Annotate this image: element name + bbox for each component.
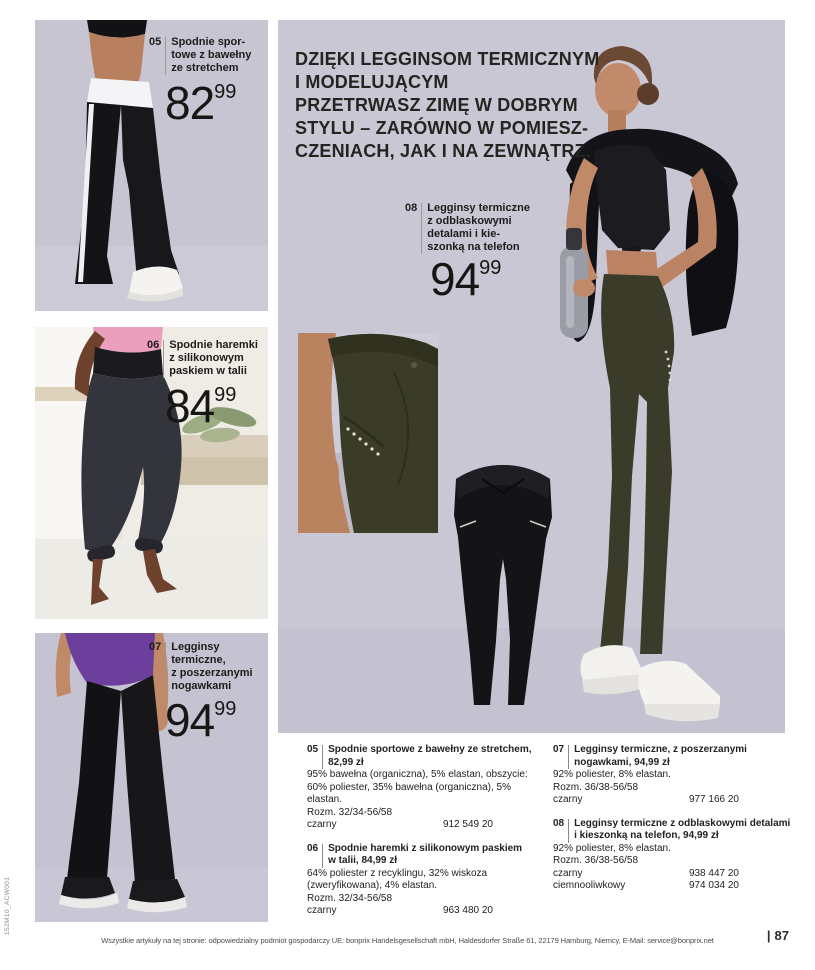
variant-row: czarny 977 166 20: [553, 794, 739, 805]
variant-row: ciemnooliwkowy 974 034 20: [553, 880, 739, 891]
details-column-right: [553, 744, 803, 904]
variant-row: czarny 938 447 20: [553, 867, 739, 879]
product-price-05: $82^{99}$: [165, 77, 237, 129]
product-caption-06: 06 Spodnie haremki z silikonowym paskiem w talii: [147, 339, 258, 377]
product-price-06: $84^{99}$: [165, 380, 237, 432]
caption-divider: [165, 37, 166, 75]
product-photo-07: [35, 633, 268, 922]
detail-item-07: 07 Legginsy termiczne, z poszerzanymi nogawkami, 94,99 zł 92% poliester, 8% elastan. Rozm. 36/38-56/58 czarny 977 166 20: [553, 744, 747, 805]
product-caption-08: 08 Legginsy termiczne z odblaskowymi detalami i kie- szonką na telefon: [405, 202, 530, 253]
leggings-closeup-photo: [298, 333, 438, 533]
hero-photo: [278, 20, 785, 733]
caption-divider: [421, 203, 422, 254]
leggings-product-photo: [450, 457, 556, 712]
details-column-left: [307, 744, 551, 929]
legal-footer: Wszystkie artykuły na tej stronie: odpowiedzialny podmiot gospodarczy UE: bonprix Handelsgesellschaft mbH, Haldesdorfer Straße 61, 22179 Hamburg, Niemcy, E-Mail: service@bonprix.net: [101, 936, 714, 945]
product-photo-05: [35, 20, 268, 311]
page-number: | 87: [766, 928, 789, 943]
caption-divider: [165, 642, 166, 693]
leggings-closeup-image: [298, 333, 438, 533]
variant-row: czarny 963 480 20: [307, 905, 493, 916]
caption-divider: [568, 819, 569, 843]
product-photo-06: [35, 327, 268, 619]
caption-divider: [163, 340, 164, 378]
detail-item-06: 06 Spodnie haremki z silikonowym paskiem w talii, 84,99 zł 64% poliester z recyklingu, 32% wiskoza (zweryfikowana), 4% elastan. Rozm. 32/34-56/58 czarny 963 480 20: [307, 842, 523, 916]
product-caption-07: 07 Legginsy termiczne, z poszerzanymi nogawkami: [149, 641, 253, 692]
product-caption-05: 05 Spodnie spor- towe z bawełny ze stretchem: [149, 36, 252, 74]
detail-item-05: 05 Spodnie sportowe z bawełny ze stretchem, 82,99 zł 95% bawełna (organiczna), 5% elastan, obszycie: 60% poliester, 35% bawełna (organiczna), 5% elastan. Rozm. 32/34-56/58 czarny 912 549 20: [307, 744, 532, 830]
product-price-08: $94^{99}$: [430, 253, 502, 305]
headline: DZIĘKI LEGGINSOM TERMICZNYM I MODELUJĄCYM PRZETRWASZ ZIMĘ W DOBRYM STYLU – ZARÓWNO W POMIESZ- CZENIACH, JAK I NA ZEWNĄTRZ.: [295, 49, 600, 161]
detail-item-08: 08 Legginsy termiczne z odblaskowymi detalami i kieszonką na telefon, 94,99 zł 92% poliester, 8% elastan. Rozm. 36/38-56/58 czarny 938 447 20 ciemnooliwkowy 974 034 20: [553, 817, 791, 891]
print-side-code: 152M10_ACW001: [4, 876, 11, 935]
product-price-07: $94^{99}$: [165, 694, 237, 746]
caption-divider: [322, 844, 323, 868]
leggings-product-image: [450, 457, 556, 712]
caption-divider: [322, 745, 323, 769]
caption-divider: [568, 745, 569, 769]
variant-row: czarny 912 549 20: [307, 819, 493, 830]
